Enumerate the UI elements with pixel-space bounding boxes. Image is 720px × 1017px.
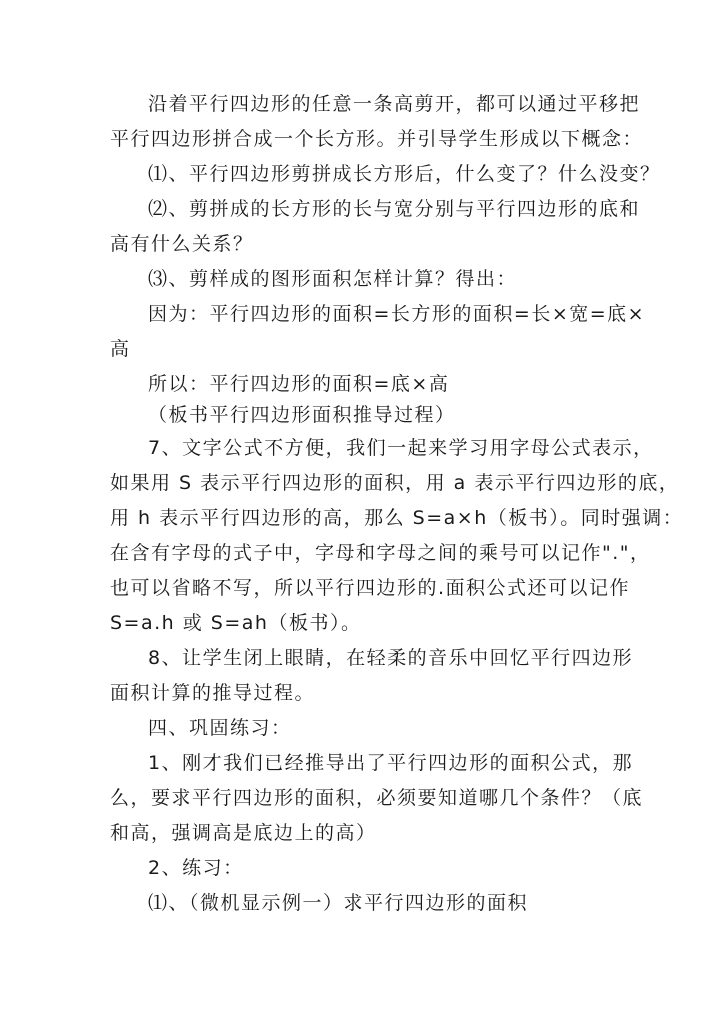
paragraph-line: 如果用 S 表示平行四边形的面积，用 a 表示平行四边形的底， bbox=[110, 472, 680, 494]
paragraph-line: 2、练习： bbox=[148, 857, 244, 879]
paragraph-line: 高 bbox=[110, 338, 131, 360]
paragraph-line: ⑴、（微机显示例一）求平行四边形的面积 bbox=[148, 892, 529, 914]
paragraph-line: 和高，强调高是底边上的高） bbox=[110, 822, 377, 844]
paragraph-line: ⑵、剪拼成的长方形的长与宽分别与平行四边形的底和 bbox=[148, 198, 641, 220]
paragraph-line: 么，要求平行四边形的面积，必须要知道哪几个条件？（底 bbox=[110, 787, 644, 809]
paragraph-line: 8、让学生闭上眼睛，在轻柔的音乐中回忆平行四边形 bbox=[148, 647, 634, 669]
paragraph-line: 用 h 表示平行四边形的高，那么 S=a×h（板书）。同时强调： bbox=[110, 507, 684, 529]
section-heading: 四、巩固练习： bbox=[148, 717, 292, 739]
paragraph-line: 1、刚才我们已经推导出了平行四边形的面积公式，那 bbox=[148, 752, 634, 774]
paragraph-line: ⑴、平行四边形剪拼成长方形后，什么变了？什么没变？ bbox=[148, 163, 661, 185]
paragraph-line: S=a.h 或 S=ah（板书）。 bbox=[110, 612, 362, 634]
paragraph-line: 也可以省略不写，所以平行四边形的.面积公式还可以记作 bbox=[110, 577, 631, 599]
paragraph-line: ⑶、剪样成的图形面积怎样计算？得出： bbox=[148, 268, 518, 290]
paragraph-line: 因为：平行四边形的面积=长方形的面积=长×宽=底× bbox=[148, 303, 646, 325]
paragraph-line: 面积计算的推导过程。 bbox=[110, 682, 316, 704]
paragraph-line: 所以：平行四边形的面积=底×高 bbox=[148, 373, 450, 395]
paragraph-line: 高有什么关系？ bbox=[110, 233, 254, 255]
paragraph-line: 平行四边形拼合成一个长方形。并引导学生形成以下概念： bbox=[110, 128, 644, 150]
paragraph-line: 在含有字母的式子中，字母和字母之间的乘号可以记作"."， bbox=[110, 542, 651, 564]
paragraph-line: 7、文字公式不方便，我们一起来学习用字母公式表示， bbox=[148, 437, 654, 459]
paragraph-line: 沿着平行四边形的任意一条高剪开，都可以通过平移把 bbox=[148, 93, 641, 115]
paragraph-line: （板书平行四边形面积推导过程） bbox=[148, 404, 456, 426]
